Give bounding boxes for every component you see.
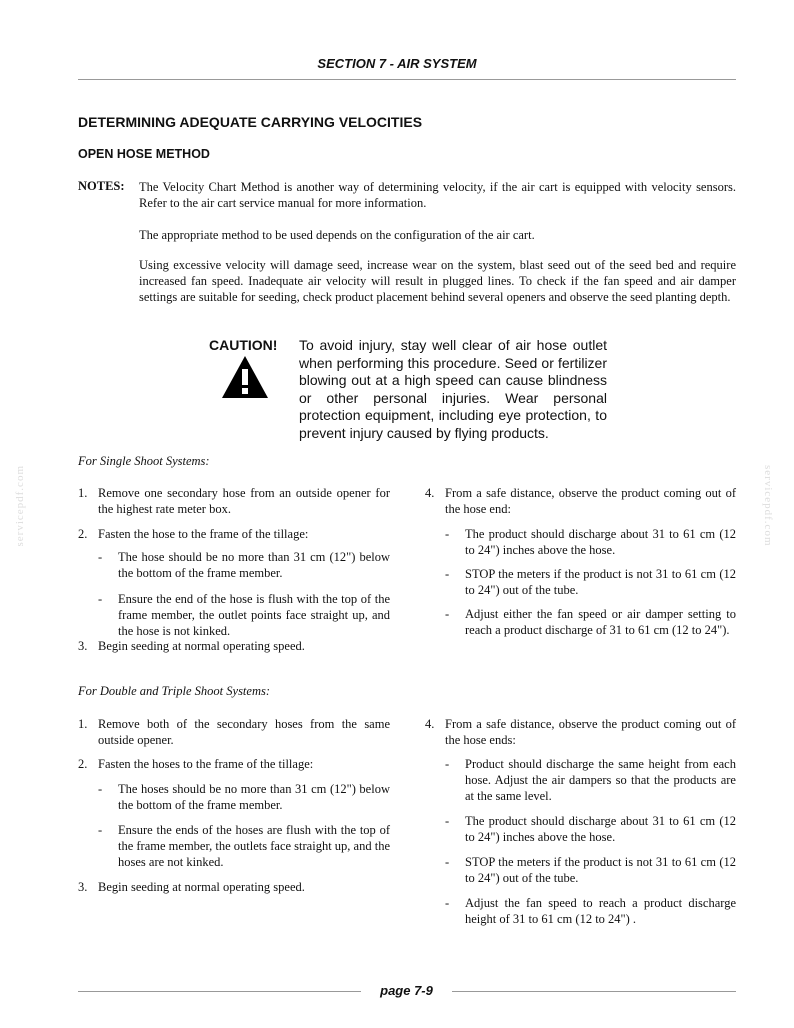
page-number: page 7-9 xyxy=(380,983,433,998)
dash-bullet: - xyxy=(445,814,450,828)
warning-triangle-icon xyxy=(221,355,269,404)
sub-item-text: The product should discharge about 31 to 61 cm (12 to 24") inches above the hose. xyxy=(465,814,736,844)
item-text: Begin seeding at normal operating speed. xyxy=(98,639,305,653)
dash-bullet: - xyxy=(98,592,103,606)
dash-bullet: - xyxy=(445,607,450,621)
item-text: From a safe distance, observe the product coming out of the hose end: xyxy=(445,486,736,516)
subheading: OPEN HOSE METHOD xyxy=(78,147,210,161)
sub-item-text: STOP the meters if the product is not 31 to 61 cm (12 to 24") out of the tube. xyxy=(465,567,736,597)
sub-item-text: STOP the meters if the product is not 31 to 61 cm (12 to 24") out of the tube. xyxy=(465,855,736,885)
item-text: Remove one secondary hose from an outside opener for the highest rate meter box. xyxy=(98,486,390,516)
caution-text: To avoid injury, stay well clear of air hose outlet when performing this procedure. Seed or fertilizer blowing out at a high speed can cause blindness or other personal injuries. Wear personal protection equipment, including eye protection, to prevent injury caused by flying products. xyxy=(299,337,607,441)
double-shoot-heading: For Double and Triple Shoot Systems: xyxy=(78,684,271,698)
caution-label: CAUTION! xyxy=(209,337,278,353)
item-number: 1. xyxy=(78,486,88,500)
sub-item-text: Adjust either the fan speed or air damper setting to reach a product discharge of 31 to 61 cm (12 to 24"). xyxy=(465,607,736,637)
dash-bullet: - xyxy=(445,757,450,771)
dash-bullet: - xyxy=(445,527,450,541)
item-number: 4. xyxy=(425,717,435,731)
footer-divider-right xyxy=(452,991,736,992)
page-heading: DETERMINING ADEQUATE CARRYING VELOCITIES xyxy=(78,114,423,130)
dash-bullet: - xyxy=(98,823,103,837)
section-title: SECTION 7 - AIR SYSTEM xyxy=(317,56,477,71)
dash-bullet: - xyxy=(445,567,450,581)
item-text: From a safe distance, observe the product coming out of the hose ends: xyxy=(445,717,736,747)
item-number: 2. xyxy=(78,527,88,541)
dash-bullet: - xyxy=(98,782,103,796)
watermark-left: servicepdf.com xyxy=(14,465,26,547)
sub-item-text: Adjust the fan speed to reach a product discharge height of 31 to 61 cm (12 to 24") . xyxy=(465,896,736,926)
watermark-right: servicepdf.com xyxy=(762,465,774,547)
sub-item-text: Product should discharge the same height from each hose. Adjust the air dampers so that the products are at the same level. xyxy=(465,757,736,803)
item-text: Begin seeding at normal operating speed. xyxy=(98,880,305,894)
item-text: Remove both of the secondary hoses from the same outside opener. xyxy=(98,717,390,747)
sub-item-text: The hoses should be no more than 31 cm (12") below the bottom of the frame member. xyxy=(118,782,390,812)
single-shoot-heading: For Single Shoot Systems: xyxy=(78,454,210,468)
dash-bullet: - xyxy=(98,550,103,564)
sub-item-text: Ensure the end of the hose is flush with the top of the frame member, the outlet points face straight up, and the hose is not kinked. xyxy=(118,592,390,638)
item-number: 2. xyxy=(78,757,88,771)
dash-bullet: - xyxy=(445,896,450,910)
notes-paragraph-1: The Velocity Chart Method is another way of determining velocity, if the air cart is equipped with velocity sensors. Refer to the air cart service manual for more information. xyxy=(139,180,736,210)
item-number: 4. xyxy=(425,486,435,500)
dash-bullet: - xyxy=(445,855,450,869)
item-text: Fasten the hoses to the frame of the tillage: xyxy=(98,757,314,771)
item-number: 3. xyxy=(78,639,88,653)
item-number: 3. xyxy=(78,880,88,894)
sub-item-text: The product should discharge about 31 to 61 cm (12 to 24") inches above the hose. xyxy=(465,527,736,557)
notes-paragraph-2: The appropriate method to be used depends on the configuration of the air cart. xyxy=(139,228,535,242)
sub-item-text: The hose should be no more than 31 cm (12") below the bottom of the frame member. xyxy=(118,550,390,580)
item-number: 1. xyxy=(78,717,88,731)
header-divider xyxy=(78,79,736,80)
footer-divider-left xyxy=(78,991,361,992)
notes-label: NOTES: xyxy=(78,179,125,193)
notes-paragraph-3: Using excessive velocity will damage seed, increase wear on the system, blast seed out of the seed bed and require increased fan speed. Inadequate air velocity will result in plugged lines. To check if the fan speed and air damper settings are suitable for seeding, check product placement behind several openers and observe the seed planting depth. xyxy=(139,258,736,304)
sub-item-text: Ensure the ends of the hoses are flush with the top of the frame member, the outlets face straight up, and the hoses are not kinked. xyxy=(118,823,390,869)
item-text: Fasten the hose to the frame of the tillage: xyxy=(98,527,309,541)
